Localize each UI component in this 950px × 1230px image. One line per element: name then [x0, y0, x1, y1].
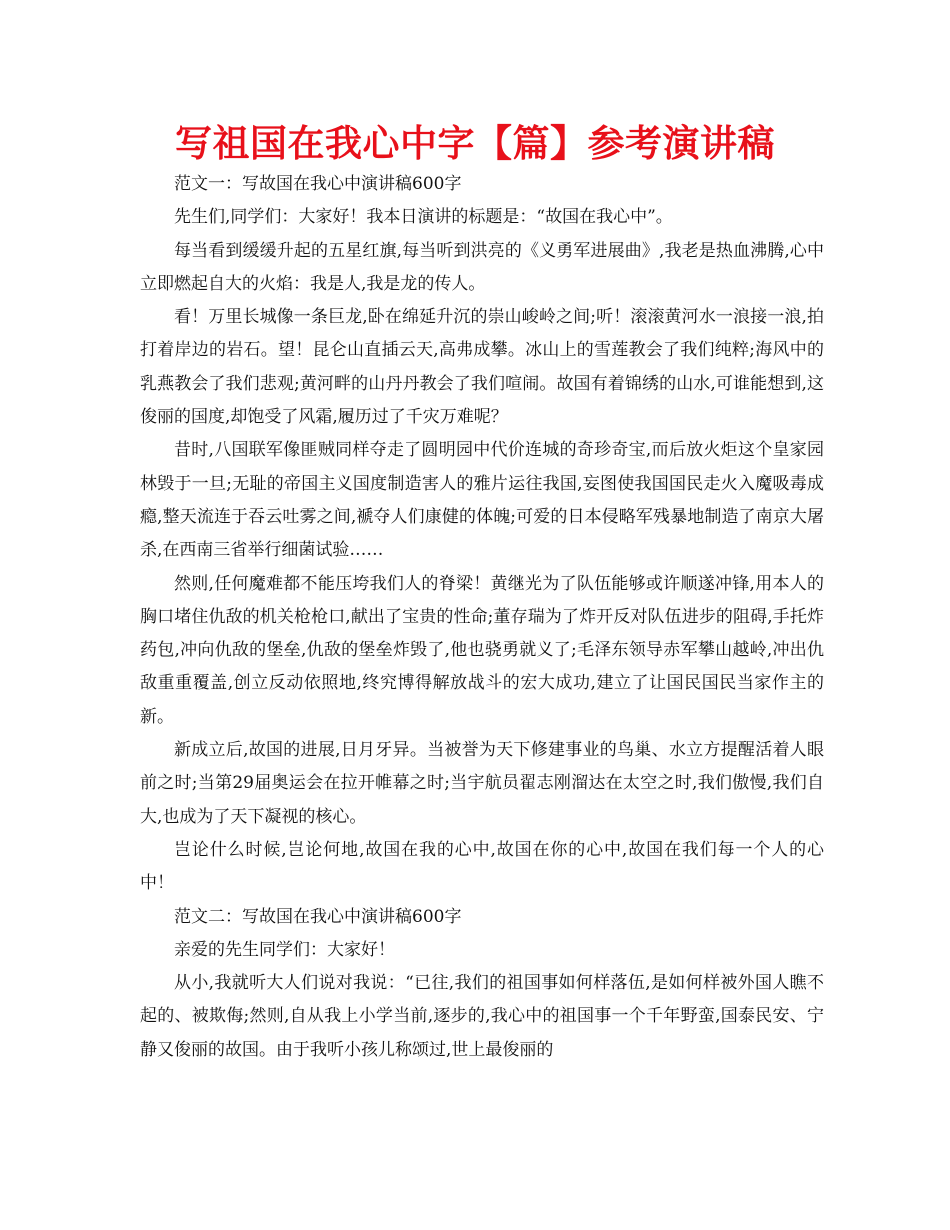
body-paragraph: 范文一：写故国在我心中演讲稿600字: [174, 174, 462, 194]
body-paragraph: 岂论什么时候,岂论何地,故国在我的心中,故国在你的心中,故国在我们每一个人的心中！: [140, 839, 824, 894]
body-paragraph: 昔时,八国联军像匪贼同样夺走了圆明园中代价连城的奇珍奇宝,而后放火炬这个皇家园林毁于一旦;无耻的帝国主义国度制造害人的雅片运往我国,妄图使我国国民走火入魔吸毒成瘾,整天流连于吞云吐雾之间,褫夺人们康健的体魄;可爱的日本侵略军残暴地制造了南京大屠杀,在西南三省举行细菌试验……: [140, 440, 824, 561]
body-paragraph: 从小,我就听大人们说对我说：“已往,我们的祖国事如何样落伍,是如何样被外国人瞧不起的、被欺侮;然则,自从我上小学当前,逐步的,我心中的祖国事一个千年野蛮,国泰民安、宁静又俊丽的故国。由于我听小孩儿称颂过,世上最俊丽的: [140, 973, 824, 1060]
body-paragraph: 每当看到缓缓升起的五星红旗,每当听到洪亮的《义勇军进展曲》,我老是热血沸腾,心中立即燃起自大的火焰：我是人,我是龙的传人。: [140, 240, 824, 294]
body-paragraph: 先生们,同学们：大家好！我本日演讲的标题是：“故国在我心中”。: [174, 207, 673, 228]
document-title: 写祖国在我心中字【篇】参考演讲稿: [175, 122, 775, 165]
body-paragraph: 然则,任何魔难都不能压垮我们人的脊梁！黄继光为了队伍能够或许顺遂冲锋,用本人的胸口堵住仇敌的机关枪枪口,献出了宝贵的性命;董存瑞为了炸开反对队伍进步的阻碍,手托炸药包,冲向仇敌的堡垒,仇敌的堡垒炸毁了,他也骁勇就义了;毛泽东领导赤军攀山越岭,冲出仇敌重重覆盖,创立反动依照地,终究博得解放战斗的宏大成功,建立了让国民国民当家作主的新。: [140, 573, 824, 727]
document-body: [140, 168, 824, 1067]
body-paragraph: 范文二：写故国在我心中演讲稿600字: [174, 906, 462, 927]
body-paragraph: 看！万里长城像一条巨龙,卧在绵延升沉的崇山峻岭之间;听！滚滚黄河水一浪接一浪,拍打着岸边的岩石。望！昆仑山直插云天,高弗成攀。冰山上的雪莲教会了我们纯粹;海风中的乳燕教会了我们悲观;黄河畔的山丹丹教会了我们喧闹。故国有着锦绣的山水,可谁能想到,这俊丽的国度,却饱受了风霜,履历过了千灾万难呢？: [140, 307, 824, 428]
body-paragraph: 新成立后,故国的进展,日月牙异。当被誉为天下修建事业的鸟巢、水立方提醒活着人眼前之时;当第29届奥运会在拉开帷幕之时;当宇航员翟志刚溜达在太空之时,我们傲慢,我们自大,也成为了天下凝视的核心。: [140, 740, 824, 827]
body-paragraph: 亲爱的先生同学们：大家好！: [174, 939, 395, 960]
